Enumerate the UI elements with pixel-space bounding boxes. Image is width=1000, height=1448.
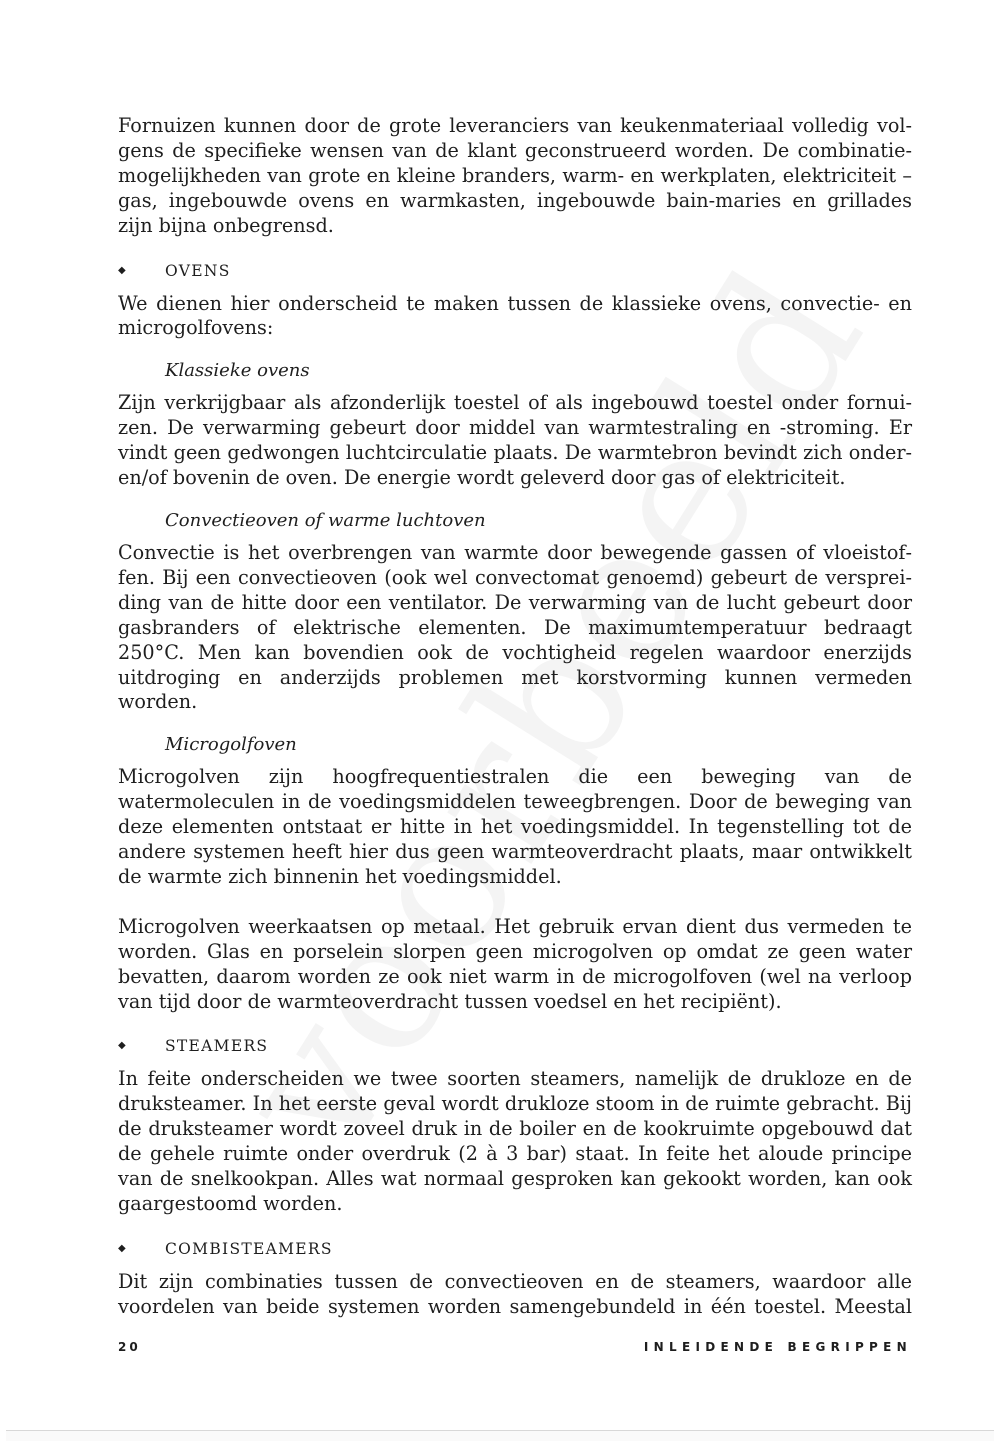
diamond-bullet-icon: ◆ [118,1242,127,1254]
microgolfoven-paragraph-1: Microgolven zijn hoogfrequentiestralen die een beweging van de watermoleculen in de voedingsmiddelen teweegbrengen. Door de beweging van deze elementen ontstaat er hitte in het voedingsmiddel. In tegenstelling tot de andere systemen heeft hier dus geen warmteoverdracht plaats, maar ontwikkelt de warmte zich binnenin het voedingsmiddel. [118,765,912,888]
section-heading-steamers [118,1034,912,1058]
running-title: INLEIDENDE BEGRIPPEN [643,1340,912,1354]
convectieoven-paragraph: Convectie is het overbrengen van warmte door bewegende gassen of vloeistoffen. Bij een convectieoven (ook wel convectomat genoemd) gebeurt de verspreiding van de hitte door een ventilator. De verwarming van de lucht gebeurt door gasbranders of elektrische elementen. De maximumtemperatuur bedraagt 250°C. Men kan bovendien ook de vochtigheid regelen waardoor enerzijds uitdroging en anderzijds problemen met korstvorming kunnen vermeden worden. [118,540,912,714]
section-heading-combisteamers [118,1237,912,1261]
section-heading-label: STEAMERS [165,1037,269,1056]
section-heading-ovens [118,259,912,283]
subheading-klassieke-ovens: Klassieke ovens [165,360,310,382]
section-heading-label: COMBISTEAMERS [165,1239,333,1258]
microgolfoven-paragraph-2: Microgolven weerkaatsen op metaal. Het gebruik ervan dient dus vermeden te worden. Glas en porselein slorpen geen microgolven op omdat ze geen water bevatten, daarom worden ze ook niet warm in de microgolfoven (wel na verloop van tijd door de warmteoverdracht tussen voedsel en het recipiënt). [118,914,912,1013]
diamond-bullet-icon: ◆ [118,264,127,276]
ovens-intro-paragraph: We dienen hier onderscheid te maken tussen de klassieke ovens, convectie- en microgolfovens: [118,291,912,340]
combisteamers-paragraph: Dit zijn combinaties tussen de convectieoven en de steamers, waardoor alle voordelen van beide systemen worden samengebundeld in één toestel. Meestal [118,1269,912,1318]
intro-paragraph: Fornuizen kunnen door de grote leveranciers van keukenmateriaal volledig volgens de specifieke wensen van de klant geconstrueerd worden. De combinatiemogelijkheden van grote en kleine branders, warm- en werkplaten, elektriciteit – gas, ingebouwde ovens en warmkasten, ingebouwde bain-maries en grillades zijn bijna onbegrensd. [118,114,912,237]
section-heading-label: OVENS [165,261,231,280]
diamond-bullet-icon: ◆ [118,1040,127,1052]
page-content [118,114,912,1320]
klassieke-ovens-paragraph: Zijn verkrijgbaar als afzonderlijk toestel of als ingebouwd toestel onder fornuizen. De verwarming gebeurt door middel van warmtestraling en -stroming. Er vindt geen gedwongen luchtcirculatie plaats. De warmtebron bevindt zich onderen/of bovenin de oven. De energie wordt geleverd door gas of elektriciteit. [118,391,912,490]
steamers-paragraph: In feite onderscheiden we twee soorten steamers, namelijk de drukloze en de druksteamer. In het eerste geval wordt drukloze stoom in de ruimte gebracht. Bij de druksteamer wordt zoveel druk in de boiler en de kookruimte opgebouwd dat de gehele ruimte onder overdruk (2 à 3 bar) staat. In feite het aloude principe van de snelkookpan. Alles wat normaal gesproken kan gekookt worden, kan ook gaargestoomd worden. [118,1067,912,1215]
page-footer [118,1340,912,1360]
subheading-convectieoven: Convectieoven of warme luchtoven [165,509,486,531]
page-number: 20 [118,1340,141,1354]
subheading-microgolfoven: Microgolfoven [165,734,297,756]
page-bottom-edge [6,1430,994,1441]
